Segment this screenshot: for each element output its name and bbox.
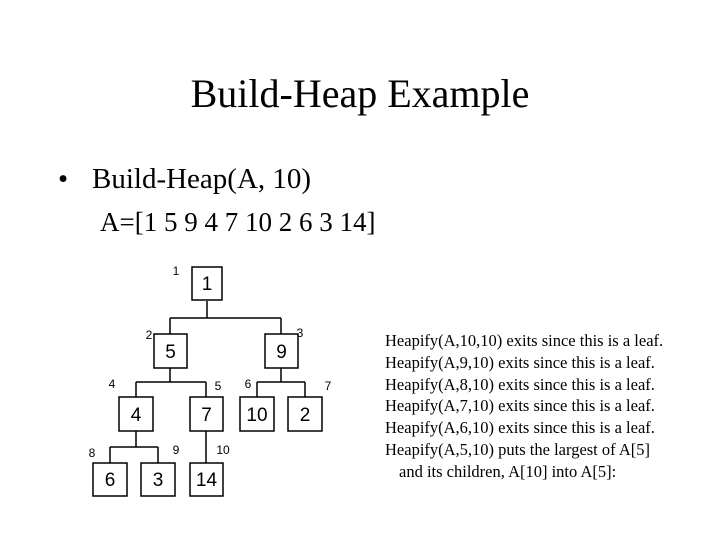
node-value-10: 14 (195, 470, 218, 491)
node-index-5: 5 (214, 379, 222, 393)
array-line: A=[1 5 9 4 7 10 2 6 3 14] (100, 207, 376, 237)
note-line: Heapify(A,8,10) exits since this is a leaf. (385, 374, 655, 394)
note-line: Heapify(A,10,10) exits since this is a leaf. (385, 331, 664, 350)
node-index-6: 6 (244, 377, 252, 391)
bullet-icon: • (58, 163, 69, 195)
node-index-9: 9 (172, 443, 180, 457)
note-line: Heapify(A,9,10) exits since this is a leaf. (385, 352, 655, 372)
node-value-9: 3 (152, 470, 164, 491)
node-value-6: 10 (246, 405, 268, 426)
node-index-7: 7 (324, 379, 332, 393)
heapify-notes (385, 330, 663, 483)
tree-edges (110, 301, 305, 463)
node-value-3: 9 (276, 342, 287, 363)
node-index-8: 8 (88, 446, 96, 460)
node-index-10: 10 (216, 443, 230, 457)
node-value-8: 6 (104, 470, 116, 491)
node-index-1: 1 (172, 264, 180, 278)
node-value-4: 4 (130, 405, 142, 426)
node-index-4: 4 (108, 377, 116, 391)
node-value-7: 2 (299, 405, 311, 426)
node-index-3: 3 (296, 326, 304, 340)
slide-title: Build-Heap Example (190, 71, 530, 116)
node-value-5: 7 (201, 405, 212, 426)
bullet-text: Build-Heap(A, 10) (92, 163, 312, 195)
note-line: Heapify(A,5,10) puts the largest of A[5] (385, 439, 651, 459)
note-line: Heapify(A,7,10) exits since this is a leaf. (385, 396, 655, 416)
note-line: and its children, A[10] into A[5]: (399, 461, 617, 481)
node-value-1: 1 (201, 274, 213, 295)
node-value-2: 5 (165, 342, 176, 363)
node-index-2: 2 (145, 328, 153, 342)
note-line: Heapify(A,6,10) exits since this is a leaf. (385, 418, 655, 438)
